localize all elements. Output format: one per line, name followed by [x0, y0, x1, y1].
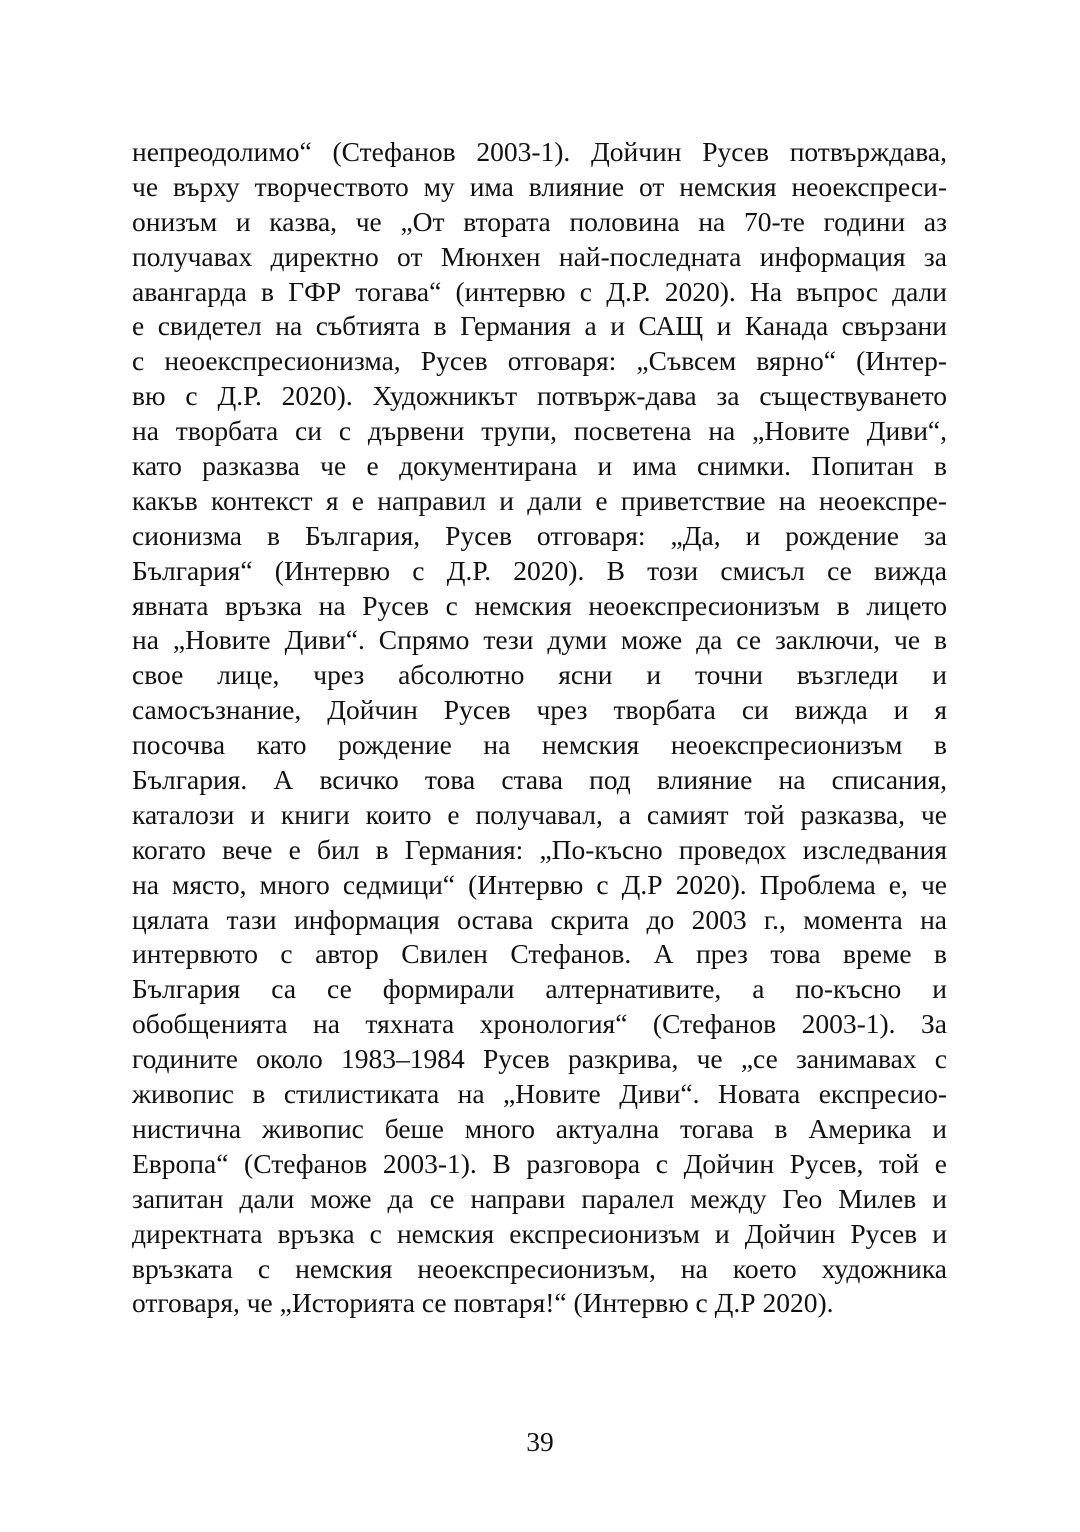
text-line: на място, много седмици“ (Интервю с Д.Р 2020). Проблема е, че — [132, 868, 947, 900]
text-line: България са се формирали алтернативите, а по-късно и — [132, 973, 947, 1005]
text-line: България“ (Интервю с Д.Р. 2020). В този смисъл се вижда — [132, 554, 947, 586]
text-line: годините около 1983–1984 Русев разкрива, че „се занимавах с — [132, 1043, 947, 1075]
text-line: нистична живопис беше много актуална тогава в Америка и — [132, 1112, 947, 1144]
text-line: живопис в стилистиката на „Новите Диви“. Новата експресио- — [132, 1078, 947, 1110]
text-line: директната връзка с немския експресионизъм и Дойчин Русев и — [132, 1217, 947, 1249]
text-line: получавах директно от Мюнхен най-последната информация за — [132, 240, 947, 272]
text-line: е свидетел на събтията в Германия а и САЩ и Канада свързани — [132, 310, 947, 342]
text-line: какъв контекст я е направил и дали е приветствие на неоекспре- — [132, 484, 947, 516]
text-line: като разказва че е документирана и има снимки. Попитан в — [132, 450, 947, 482]
text-line: непреодолимо“ (Стефанов 2003-1). Дойчин Русев потвърждава, — [132, 136, 947, 167]
text-line: каталози и книги които е получавал, а самият той разказва, че — [132, 798, 947, 830]
text-line: самосъзнание, Дойчин Русев чрез творбата си вижда и я — [132, 694, 947, 726]
text-line: вю с Д.Р. 2020). Художникът потвърж-дава за съществуването — [132, 380, 947, 412]
text-line: свое лице, чрез абсолютно ясни и точни възгледи и — [132, 659, 947, 691]
text-line: на творбата си с дървени трупи, посветена на „Новите Диви“, — [132, 415, 947, 447]
text-line: сионизма в България, Русев отговаря: „Да, и рождение за — [132, 519, 947, 551]
text-line: когато вече е бил в Германия: „По-късно проведох изследвания — [132, 833, 947, 865]
text-line: онизъм и казва, че „От втората половина на 70-те години аз — [132, 205, 947, 237]
text-line: че върху творчеството му има влияние от немския неоекспреси- — [132, 170, 947, 202]
text-line: посочва като рождение на немския неоекспресионизъм в — [132, 729, 947, 761]
text-line: България. А всичко това става под влияние на списания, — [132, 764, 947, 796]
text-line: с неоекспресионизма, Русев отговаря: „Съвсем вярно“ (Интер- — [132, 345, 947, 377]
text-line-last: отговаря, че „Историята се повтаря!“ (Интервю с Д.Р 2020). — [132, 1287, 834, 1319]
text-line: запитан дали може да се направи паралел между Гео Милев и — [132, 1182, 947, 1214]
body-paragraph — [132, 135, 947, 1321]
page-number: 39 — [526, 1426, 554, 1457]
text-line: връзката с немския неоекспресионизъм, на което художника — [132, 1252, 947, 1284]
text-line: на „Новите Диви“. Спрямо тези думи може да се заключи, че в — [132, 624, 947, 656]
text-line: интервюто с автор Свилен Стефанов. А през това време в — [132, 938, 947, 970]
text-line: обобщенията на тяхната хронология“ (Стефанов 2003-1). За — [132, 1008, 947, 1040]
text-line: авангарда в ГФР тогава“ (интервю с Д.Р. 2020). На въпрос дали — [132, 275, 947, 307]
text-line: явната връзка на Русев с немския неоекспресионизъм в лицето — [132, 589, 947, 621]
text-line: цялата тази информация остава скрита до 2003 г., момента на — [132, 903, 947, 935]
text-line: Европа“ (Стефанов 2003-1). В разговора с Дойчин Русев, той е — [132, 1147, 947, 1179]
